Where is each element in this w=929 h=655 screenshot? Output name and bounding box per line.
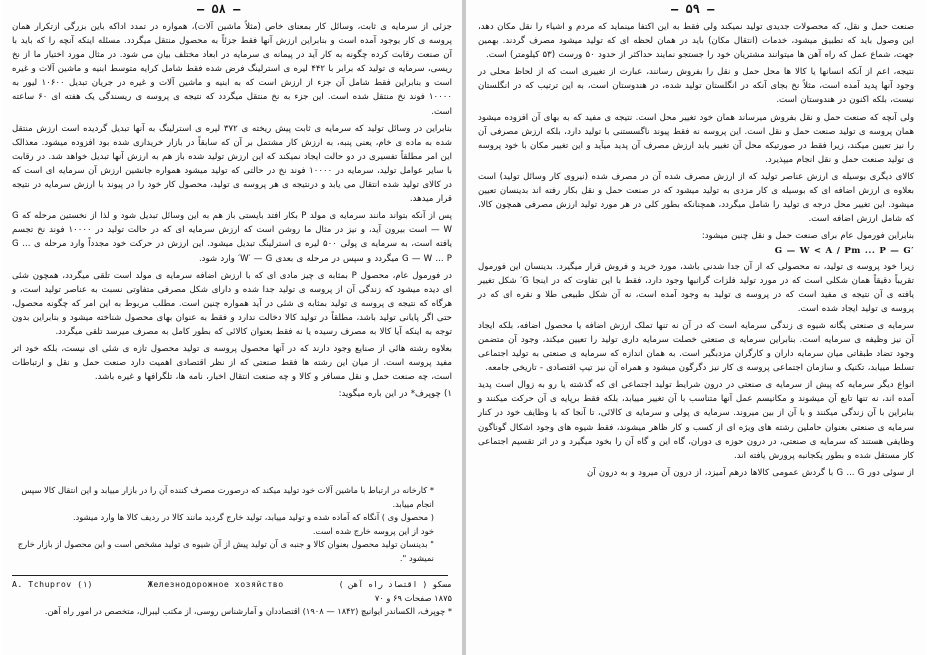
footnote-item: " بدینسان تولید محصول بعنوان کالا و جنبه ی آن تولید پیش از آن شیوه ی تولید مشخص است و این محصول از بازار خارج نمیشود ". bbox=[17, 539, 434, 563]
paragraph: کالای دیگری بوسیله ی ارزش عناصر تولید که از ارزش مصرف شده آن در مصرف شده (نیروی کار وسائل تولید) است بعلاوه ی ارزش اضافه ای که بوسیله ی کار مزدی به تولید میشود که در صنعت حمل و نقل بکار رفته اند بدینسان تعیین میشود. این تغییر محل درجه ی تولید را شامل میگردد، همچنانکه بطور کلی در هر مورد تولید ارزش مصرفی همچون کالا، که شامل ارزش اضافه است. bbox=[478, 171, 914, 225]
quoted-footnotes bbox=[16, 484, 448, 565]
page-body bbox=[12, 20, 452, 402]
paragraph: بعلاوه رشته هائی از صنایع وجود دارند که در آنها محصول پروسه ی تولید محصول تازه ی شئی ای نیست، بلکه خود اثر مفید پروسه است. از میان این رشته ها فقط صنعتی که از نظر اقتصادی اهمیت دارد صنعت حمل و نقل و ارتباطات است، چه صنعت حمل و نقل مسافر و کالا و چه صنعت انتقال اخبار، نامه ها، تلگرافها و غیره باشد. bbox=[12, 344, 452, 383]
reference-footnote bbox=[12, 578, 452, 619]
paragraph: انواع دیگر سرمایه که پیش از سرمایه ی صنعتی در درون شرایط تولید اجتماعی ای که گذشته یا رو به زوال است پدید آمده اند، نه تنها تابع آن میشوند و مکانیسم عمل آنها متناسب با آن تغییر مییابد، بلکه فقط برپایه ی آن حرکت میکنند و بنابراین با آن زندگی میکنند و با آن از بین میروند. سرمایه ی پولی و سرمایه ی کالائی، تا آنجا که با وظایف خود در کنار سرمایه ی صنعتی بعنوان حاملین رشته های ویژه ای از کسب و کار ظاهر میشوند، فقط شیوه های وجود اشکال گوناگون وظایفی هستند که سرمایه ی صنعتی، در درون حوزه ی دوران، گاه این و گاه آن را بخود میگیرد و در اثر تقسیم اجتماعی کار مستقل شده و بطور یکجانبه پرورش یافته اند. bbox=[478, 380, 914, 461]
paragraph: جزئی از سرمایه ی ثابت، وسائل کار بمعنای خاص (مثلاً ماشین آلات)، همواره در تمدد اداکه باین بزرگی ازتکرار همان پروسه ی کار بوجود آمده است و بنابراین ارزش آنها فقط جزئاً به محصول منتقل میگردد. مسئله اینکه آنچه را که باید با آن صنعت رقابت کرده چگونه به کار آید در پیمانه ی سرمایه در ابعاد مختلف بیان می شود. در مثال مورد اختیار ما از نخ ریسی، سرمایه ی تولید که برابر با ۴۴۲ لیره ی استرلینگ فرض شده فقط شامل کرایه متوسط ابنیه و ماشین آلات و غیره است و بنابراین فقط شامل آن جزء از ارزش است که به ابنیه و ماشین آلات و غیره در جریان تبدیل ۱۰۶۰۰ لیور به ۱۰۰۰۰ فوند نخ منتقل شده است. این جزء به نخ منتقل میگردد که نتیجه ی پروسه ی ریسندگی یک هفته ای ۶۰ ساعته است. bbox=[12, 22, 452, 117]
right-page bbox=[466, 0, 926, 655]
formula-line: G — W < A / Pm ... P — G′ bbox=[774, 246, 914, 257]
reference-author: A. Tchuprov (۱) bbox=[12, 579, 93, 589]
page-body bbox=[478, 20, 914, 481]
paragraph: نتیجه، اعم از آنکه انسانها یا کالا ها محل حمل و نقل را بفروش رسانند، عبارت از تغییری است که از لحاظ محلی در وجود آنها پدید آمده است، مثلاً نخ بجای آنکه در انگلستان تولید شده، در هندوستان است، به این ترتیب که در انگلستان نیست، بلکه اکنون در هندوستان است. bbox=[478, 67, 914, 106]
paragraph: زیرا خود پروسه ی تولید، نه محصولی که از آن جدا شدنی باشد، مورد خرید و فروش قرار میگیرد. بدینسان این فورمول تقریباً دقیقاً همان شکلی است که در مورد تولید فلزات گرانبها وجود دارد، فقط با این تفاوت که در اینجا G′ شکل تغییر یافته ی آن نتیجه ی مفید است که در پروسه ی تولید به وجود آمده است، نه آن شکل طبیعی طلا و نقره ای که در پروسه ی تولید ایجاد شده است. bbox=[478, 261, 914, 314]
reference-year-pages: ۱۸۷۵ صفحات ۶۹ و ۷۰ bbox=[374, 592, 452, 603]
paragraph: بنابراین فورمول عام برای صنعت حمل و نقل چنین میشود: bbox=[701, 231, 914, 242]
page-number: — ۵۸ — bbox=[197, 2, 241, 16]
footnote-item: * کارخانه در ارتباط با ماشین آلات خود تولید میکند که درصورت مصرف کننده آن را در بازار مییابد و این انتقال کالا سپس انجام مییابد. bbox=[21, 485, 434, 509]
paragraph: سرمایه ی صنعتی یگانه شیوه ی زندگی سرمایه است که در آن نه تنها تملک ارزش اضافه یا محصول اضافه، بلکه ایجاد آن نیز وظیفه ی سرمایه است. بنابراین سرمایه ی صنعتی خصلت سرمایه داری تولید را تعیین میکند، وجود آن متضمن وجود تضاد طبقاتی میان سرمایه داران و کارگران مزدبگیر است. به همان اندازه که سرمایه ی صنعتی به تولید اجتماعی تسلط مییابد، تکنیک و سازمان اجتماعی پروسه ی کار نیز دگرگون میشود و همراه آن نیز تیپ اقتصادی - تاریخی جامعه. bbox=[478, 320, 914, 374]
paragraph: در فورمول عام، محصول P بمثابه ی چیز مادی ای که با ارزش اضافه سرمایه ی مولد است تلقی میگردد، همچون شئی ای دیده میشود که زندگی آن از پروسه ی تولید جدا شده و دارای شکل مصرفی متفاوتی نسبت به عناصر تولید است، و هرگاه که نتیجه ی پروسه ی تولید بمثابه ی شئی در آید همواره چنین است. مطلب مربوط به این امر که چگونه محصول، حتی اگر پایانی تولید باشد، مطلقاً در تولید کالا دخالت ندارد و فقط به عنوان بهای محصول شناخته میشود و بنابراین بدون توجه به اینکه آیا کالا به مصرف رسیده یا نه فقط بعنوان کالائی که بطور کامل به مصرف میرسد تلقی میگردد. bbox=[12, 270, 452, 337]
paragraph: بنابراین در وسائل تولید که سرمایه ی ثابت پیش ریخته ی ۳۷۲ لیره ی استرلینگ به آنها تبدیل گردیده است ارزش منتقل شده به ماده ی خام، یعنی پنبه، به ارزش کار مشتمل بر آن که سابقاً در بازار خریداری شده بود افزوده میشود. معذالک این امر مطلقاً تفسیری در دو حالت ایجاد نمیکند که این ارزش تولید شده باز هم به ارزش آنها تبدیل خواهد شد. در رقابت با سایر عوامل تولید، سرمایه در ۱۰۰۰۰ فوند نخ در حالتی که تولید میشود همواره جانشین ارزش آن سرمایه ای است که در کالای تولید شده انتقال می یابد و درنتیجه ی هر پروسه ی تولید، محصول کار خود را در پیوند با ارزش سرمایه در نتیجه قرار میدهد. bbox=[12, 123, 452, 205]
reference-bio: * چوپرف، الکساندر ایوانیچ (۱۸۴۲ — ۱۹۰۸) اقتصاددان و آمارشناس روسی، از مکتب لیبرال، متخصص در امور راه آهن. bbox=[44, 606, 452, 616]
paragraph: پس از آنکه بتواند مانند سرمایه ی مولد P بکار افتد بایستی باز هم به این وسائل تبدیل شود و لذا از نخستین مرحله که G — W است بیرون آید، و نیز در مثال ما روشن است که ارزش سرمایه ای که در حالت تولید در ۱۰۰۰۰ فوند نخ تجسم یافته است، به سرمایه ی پولی ۵۰۰ لیره ی استرلینگ تبدیل میشود. این ارزش در حرکت خود مجدداً وارد مرحله ی G ... G — W ... P میگردد و سپس در مرحله ی بعدی W′ — G′ وارد شود. bbox=[12, 211, 453, 264]
reference-persian-title: ( اقتصاد راه آهن ) مسکو bbox=[338, 579, 452, 589]
paragraph: صنعت حمل و نقل، که محصولات جدیدی تولید نمیکند ولی فقط به این اکتفا مینماید که مردم و اشیاء را نقل مکان دهد، این وصول باید که تطبیق میشود، خدمات (انتقال مکان) باید در همان لحظه ای که تولید میشود مصرف گردند. بهمین جهت، شماع عمل که راه آهن ها میتوانند مشتریان خود را جستجو نمایند حداکثر از حدود ۵۰ ورست (۵۳ کیلومتر) است. bbox=[478, 22, 914, 61]
left-page bbox=[2, 0, 462, 655]
footnote-item: ( محصول وی ) آنگاه که آماده شده و تولید مییابد، تولید خارج گردید مانند کالا در ردیف کالا ها وارد میشود. bbox=[72, 512, 434, 522]
page-number: — ۵۹ — bbox=[671, 2, 715, 16]
footnote-item: خود از این پروسه خارج شده است. bbox=[312, 525, 434, 536]
paragraph: ولی آنچه که صنعت حمل و نقل بفروش میرساند همان خود تغییر محل است. نتیجه ی مفید که به بهای آن افزوده میشود همان پروسه ی تولید صنعت حمل و نقل است. این پروسه نه فقط پیوند ناگسستنی با تولید دارد، بلکه ارزش مصرفی آن را نیز تعیین میکند، زیرا فقط در صورتیکه محل آن تغییر یابد ارزش مصرف آن پدید میآید و این تغییر مکان با خود پروسه ی تولید صنعت حمل و نقل انجام میپذیرد. bbox=[478, 112, 914, 165]
paragraph: از سوئی دور G ... G با گردش عمومی کالاها درهم آمیزد، از درون آن میرود و به درون آن bbox=[586, 467, 914, 478]
reference-russian-title: Железнодорожное хозяйство bbox=[147, 579, 284, 589]
list-intro: ۱) چوپرف* در این باره میگوید: bbox=[338, 389, 452, 400]
footnote-divider bbox=[12, 575, 448, 576]
reference-line bbox=[12, 578, 452, 592]
